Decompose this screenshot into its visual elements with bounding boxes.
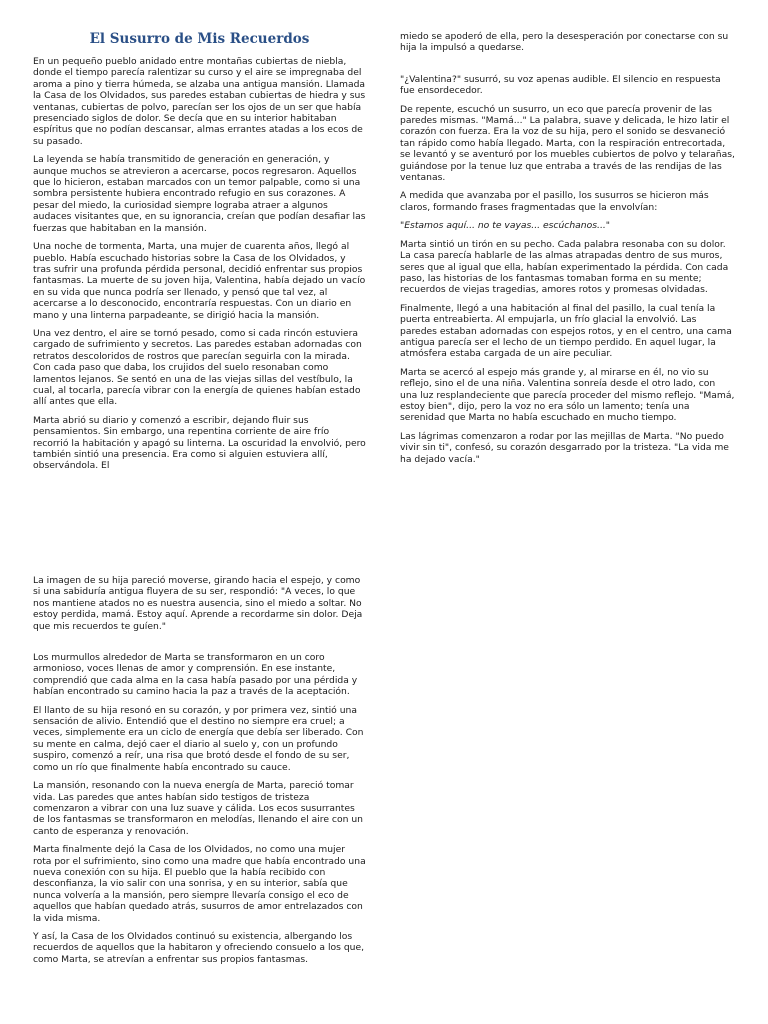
paragraph: Marta finalmente dejó la Casa de los Olvidados, no como una mujer rota por el sufrimiento, sino como una madre que había encontrado una nueva conexión con su hija. El pueblo que la había recibido con desconfianza, la vio salir con una sonrisa, y en su interior, sabía que nunca volvería a la mansión, pero siempre llevaría consigo el eco de aquellos que habían quedado atrás, susurros de amor entrelazados con la vida misma. xyxy=(33,844,366,924)
left-column-bottom xyxy=(33,575,366,972)
paragraph: Una vez dentro, el aire se tornó pesado, como si cada rincón estuviera cargado de sufrimiento y secretos. Las paredes estaban adornadas con retratos descoloridos de rostros que parecían seguirla con la mirada. Con cada paso que daba, los crujidos del suelo resonaban como lamentos lejanos. Se sentó en una de las viejas sillas del vestíbulo, la cual, al tocarla, parecía vibrar con la energía de quienes habían estado allí antes que ella. xyxy=(33,327,362,408)
left-column-top xyxy=(33,56,366,479)
paragraph: Los murmullos alrededor de Marta se transformaron en un coro armonioso, voces llenas de amor y comprensión. En ese instante, comprendió que cada alma en la casa había pasado por una pérdida y habían encontrado su camino hacia la paz a través de la aceptación. xyxy=(33,652,358,698)
paragraph: Las lágrimas comenzaron a rodar por las mejillas de Marta. "No puedo vivir sin ti", confesó, su corazón desgarrado por la tristeza. "La vida me ha dejado vacía." xyxy=(400,430,729,465)
paragraph: La mansión, resonando con la nueva energía de Marta, pareció tomar vida. Las paredes que antes habían sido testigos de tristeza comenzaron a vibrar con una luz suave y cálida. Los ecos susurrantes de los fantasmas se transformaron en melodías, llenando el aire con un canto de esperanza y renovación. xyxy=(33,780,363,837)
quote-paragraph: "Estamos aquí... no te vayas... escúchanos..." xyxy=(400,220,611,232)
paragraph: Marta abrió su diario y comenzó a escribir, dejando fluir sus pensamientos. Sin embargo, una repentina corriente de aire frío recorrió la habitación y apagó su linterna. La oscuridad la envolvió, pero también sintió una presencia. Era como si alguien estuviera allí, observándola. El xyxy=(33,414,366,472)
paragraph: En un pequeño pueblo anidado entre montañas cubiertas de niebla, donde el tiempo parecía ralentizar su curso y el aire se impregnaba del aroma a pino y tierra húmeda, se alzaba una antigua mansión. Llamada la Casa de los Olvidados, sus paredes estaban cubiertas de hiedra y sus ventanas, cubiertas de polvo, parecían ser los ojos de un ser que había presenciado siglos de dolor. Se decía que en su interior habitaban espíritus que no podían descansar, almas errantes atadas a los ecos de su pasado. xyxy=(33,56,366,147)
paragraph: miedo se apoderó de ella, pero la desesperación por conectarse con su hija la impulsó a quedarse. xyxy=(400,31,729,54)
paragraph: La leyenda se había transmitido de generación en generación, y aunque muchos se atrevieron a acercarse, pocos regresaron. Aquellos que lo hicieron, estaban marcados con un temor palpable, como si una sombra persistente hubiera encontrado refugio en sus corazones. A pesar del miedo, la curiosidad siempre lograba atraer a algunos audaces visitantes que, en su ignorancia, creían que podían desafiar las fuerzas que habitaban en la mansión. xyxy=(33,154,366,234)
paragraph: Marta se acercó al espejo más grande y, al mirarse en él, no vio su reflejo, sino el de una niña. Valentina sonreía desde el otro lado, con una luz resplandeciente que parecía proceder del mismo reflejo. "Mamá, estoy bien", dijo, pero la voz no era sólo un lamento; tenía una serenidad que Marta no había escuchado en mucho tiempo. xyxy=(400,366,735,424)
paragraph: Y así, la Casa de los Olvidados continuó su existencia, albergando los recuerdos de aquellos que la habitaron y ofreciendo consuelo a los que, como Marta, se atrevían a enfrentar sus propios fantasmas. xyxy=(33,930,365,965)
paragraph: Finalmente, llegó a una habitación al final del pasillo, la cual tenía la puerta entreabierta. Al empujarla, un frío glacial la envolvió. Las paredes estaban adornadas con espejos rotos, y en el centro, una cama antigua parecía ser el lecho de un tiempo perdido. En aquel lugar, la atmósfera estaba cargada de un aire peculiar. xyxy=(400,302,732,360)
paragraph: La imagen de su hija pareció moverse, girando hacia el espejo, y como si una sabiduría antigua fluyera de su ser, respondió: "A veces, lo que nos mantiene atados no es nuestra ausencia, sino el miedo a soltar. No estoy perdida, mamá. Estoy aquí. Aprende a recordarme sin dolor. Deja que mis recuerdos te guíen." xyxy=(33,575,363,632)
paragraph: El llanto de su hija resonó en su corazón, y por primera vez, sintió una sensación de alivio. Entendió que el destino no siempre era cruel; a veces, simplemente era un ciclo de energía que debía ser liberado. Con su mente en calma, dejó caer el diario al suelo y, con un profundo suspiro, comenzó a reír, una risa que brotó desde el fondo de su ser, como un río que finalmente había encontrado su cauce. xyxy=(33,704,364,773)
paragraph: Una noche de tormenta, Marta, una mujer de cuarenta años, llegó al pueblo. Había escuchado historias sobre la Casa de los Olvidados, y tras sufrir una profunda pérdida personal, decidió enfrentar sus propios fantasmas. La muerte de su joven hija, Valentina, había dejado un vacío en su vida que nunca podría ser llenado, y pensó que tal vez, al acercarse a lo desconocido, encontraría respuestas. Con un diario en mano y una linterna parpadeante, se dirigió hacia la mansión. xyxy=(33,241,366,321)
paragraph: Marta sintió un tirón en su pecho. Cada palabra resonaba con su dolor. La casa parecía hablarle de las almas atrapadas dentro de sus muros, seres que al igual que ella, habían experimentado la pérdida. Con cada paso, las historias de los fantasmas tomaban forma en su mente; recuerdos de viejas tragedias, amores rotos y promesas olvidadas. xyxy=(400,238,729,296)
paragraph: De repente, escuchó un susurro, un eco que parecía provenir de las paredes mismas. "Mamá..." La palabra, suave y delicada, le hizo latir el corazón con fuerza. Era la voz de su hija, pero el sonido se desvaneció tan rápido como había llegado. Marta, con la respiración entrecortada, se levantó y se aventuró por los muebles cubiertos de polvo y telarañas, guiándose por la tenue luz que entraba a través de las rendijas de las ventanas. xyxy=(400,103,735,184)
page-title: El Susurro de Mis Recuerdos xyxy=(89,31,310,47)
right-column-top xyxy=(400,31,735,472)
paragraph: A medida que avanzaba por el pasillo, los susurros se hicieron más claros, formando frases fragmentadas que la envolvían: xyxy=(400,190,709,213)
paragraph: "¿Valentina?" susurró, su voz apenas audible. El silencio en respuesta fue ensordecedor. xyxy=(400,73,721,97)
